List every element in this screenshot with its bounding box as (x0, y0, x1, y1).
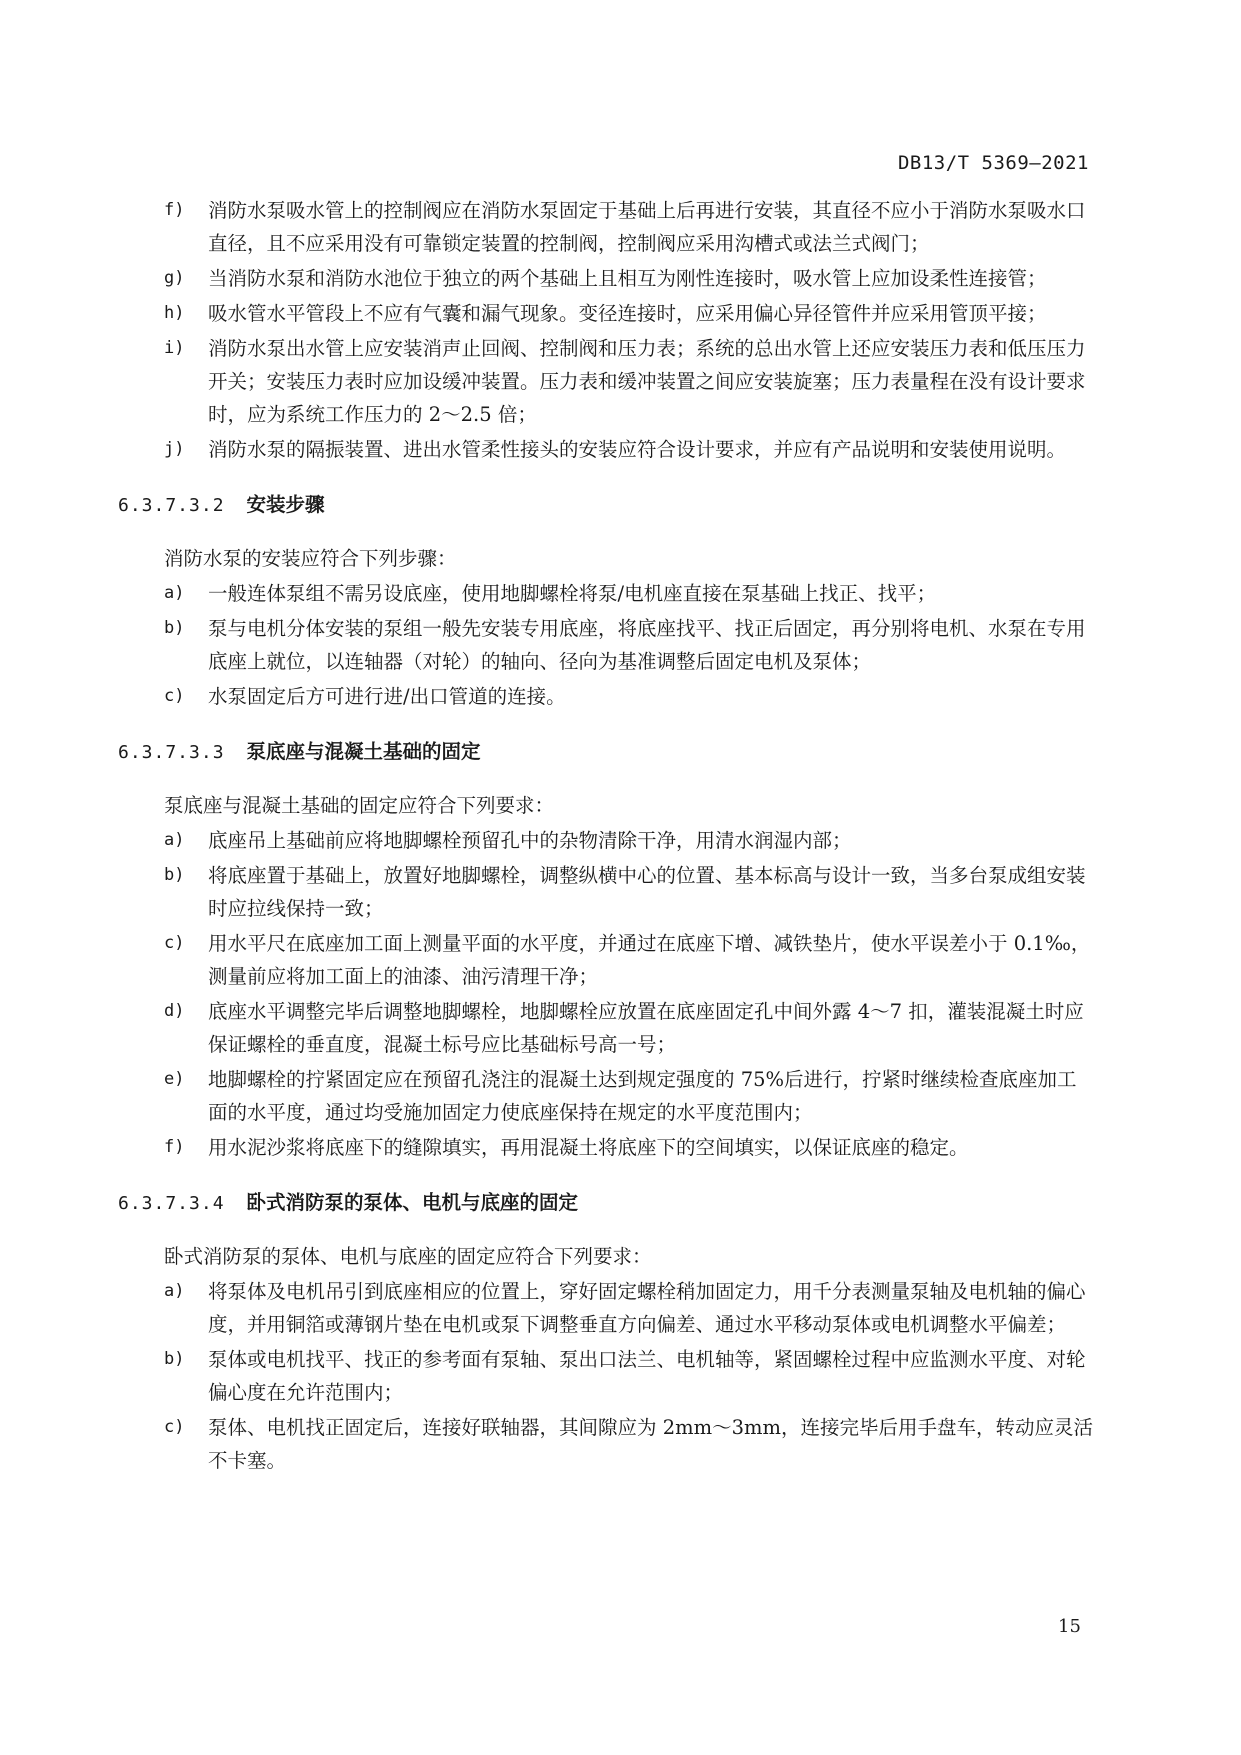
section-heading-horizontal-pump (118, 1186, 1094, 1220)
item-label: b) (164, 1349, 185, 1369)
item-label: c) (164, 686, 185, 706)
section-title: 安装步骤 (246, 493, 325, 516)
list-item (118, 1131, 1094, 1164)
section-intro: 泵底座与混凝土基础的固定应符合下列要求： (164, 794, 555, 817)
item-label: a) (164, 583, 185, 603)
item-label: a) (164, 1281, 185, 1301)
list-item (118, 332, 1094, 431)
list-item (118, 1411, 1094, 1477)
item-text: 用水泥沙浆将底座下的缝隙填实，再用混凝土将底座下的空间填实，以保证底座的稳定。 (208, 1136, 969, 1159)
list-item (118, 262, 1094, 295)
item-text: 泵体、电机找正固定后，连接好联轴器，其间隙应为 2mm～3mm，连接完毕后用手盘车，转动应灵活不卡塞。 (208, 1416, 1093, 1472)
section-heading-base-fixing (118, 735, 1094, 769)
section-number: 6.3.7.3.3 (118, 742, 225, 763)
item-label: e) (164, 1069, 185, 1089)
item-text: 地脚螺栓的拧紧固定应在预留孔浇注的混凝土达到规定强度的 75%后进行，拧紧时继续检查底座加工面的水平度，通过均受施加固定力使底座保持在规定的水平度范围内； (208, 1068, 1077, 1124)
page-content (118, 194, 1094, 1479)
item-text: 一般连体泵组不需另设底座，使用地脚螺栓将泵/电机座直接在泵基础上找正、找平； (208, 582, 937, 605)
list-continued (118, 194, 1094, 466)
item-text: 底座吊上基础前应将地脚螺栓预留孔中的杂物清除干净，用清水润湿内部； (208, 829, 852, 852)
list-item (118, 927, 1094, 993)
item-text: 将泵体及电机吊引到底座相应的位置上，穿好固定螺栓稍加固定力，用千分表测量泵轴及电机轴的偏心度，并用铜箔或薄钢片垫在电机或泵下调整垂直方向偏差、通过水平移动泵体或电机调整水平偏差； (208, 1280, 1086, 1336)
list-item (118, 433, 1094, 466)
list-item (118, 1063, 1094, 1129)
item-label: c) (164, 933, 185, 953)
item-label: g) (164, 268, 185, 288)
item-text: 泵与电机分体安装的泵组一般先安装专用底座，将底座找平、找正后固定，再分别将电机、水泵在专用底座上就位，以连轴器（对轮）的轴向、径向为基准调整后固定电机及泵体； (208, 617, 1086, 673)
list-item (118, 612, 1094, 678)
item-text: 水泵固定后方可进行进/出口管道的连接。 (208, 685, 566, 708)
item-label: d) (164, 1001, 185, 1021)
item-label: a) (164, 830, 185, 850)
item-label: h) (164, 303, 185, 323)
item-text: 吸水管水平管段上不应有气囊和漏气现象。变径连接时，应采用偏心异径管件并应采用管顶平接； (208, 302, 1047, 325)
item-label: b) (164, 618, 185, 638)
page-number: 15 (1058, 1616, 1081, 1637)
list-item (118, 1343, 1094, 1409)
section-heading-install-steps (118, 488, 1094, 522)
item-label: i) (164, 338, 185, 358)
item-label: c) (164, 1417, 185, 1437)
item-label: b) (164, 865, 185, 885)
item-text: 消防水泵吸水管上的控制阀应在消防水泵固定于基础上后再进行安装，其直径不应小于消防水泵吸水口直径，且不应采用没有可靠锁定装置的控制阀，控制阀应采用沟槽式或法兰式阀门； (208, 199, 1086, 255)
item-text: 泵体或电机找平、找正的参考面有泵轴、泵出口法兰、电机轴等，紧固螺栓过程中应监测水平度、对轮偏心度在允许范围内； (208, 1348, 1086, 1404)
item-text: 消防水泵出水管上应安装消声止回阀、控制阀和压力表；系统的总出水管上还应安装压力表和低压压力开关；安装压力表时应加设缓冲装置。压力表和缓冲装置之间应安装旋塞；压力表量程在没有设计要求时，应为系统工作压力的 2～2.5 倍； (208, 337, 1086, 426)
item-label: j) (164, 439, 185, 459)
section-number: 6.3.7.3.4 (118, 1193, 225, 1214)
list-item (118, 577, 1094, 610)
list-item (118, 824, 1094, 857)
list-item (118, 1275, 1094, 1341)
list-item (118, 297, 1094, 330)
section-title: 泵底座与混凝土基础的固定 (246, 740, 481, 763)
list-item (118, 859, 1094, 925)
item-text: 消防水泵的隔振装置、进出水管柔性接头的安装应符合设计要求，并应有产品说明和安装使用说明。 (208, 438, 1067, 461)
item-text: 将底座置于基础上，放置好地脚螺栓，调整纵横中心的位置、基本标高与设计一致，当多台泵成组安装时应拉线保持一致； (208, 864, 1086, 920)
document-code: DB13/T 5369—2021 (897, 152, 1089, 174)
section-title: 卧式消防泵的泵体、电机与底座的固定 (246, 1191, 579, 1214)
item-text: 用水平尺在底座加工面上测量平面的水平度，并通过在底座下增、减铁垫片，使水平误差小于 0.1‰，测量前应将加工面上的油漆、油污清理干净； (208, 932, 1091, 988)
list-item (118, 680, 1094, 713)
list-item (118, 194, 1094, 260)
section-intro: 消防水泵的安装应符合下列步骤： (164, 547, 457, 570)
section-number: 6.3.7.3.2 (118, 495, 225, 516)
item-label: f) (164, 1137, 185, 1157)
item-text: 当消防水泵和消防水池位于独立的两个基础上且相互为刚性连接时，吸水管上应加设柔性连接管； (208, 267, 1047, 290)
item-label: f) (164, 200, 185, 220)
list-item (118, 995, 1094, 1061)
item-text: 底座水平调整完毕后调整地脚螺栓，地脚螺栓应放置在底座固定孔中间外露 4～7 扣，灌装混凝土时应保证螺栓的垂直度，混凝土标号应比基础标号高一号； (208, 1000, 1084, 1056)
section-intro: 卧式消防泵的泵体、电机与底座的固定应符合下列要求： (164, 1245, 652, 1268)
